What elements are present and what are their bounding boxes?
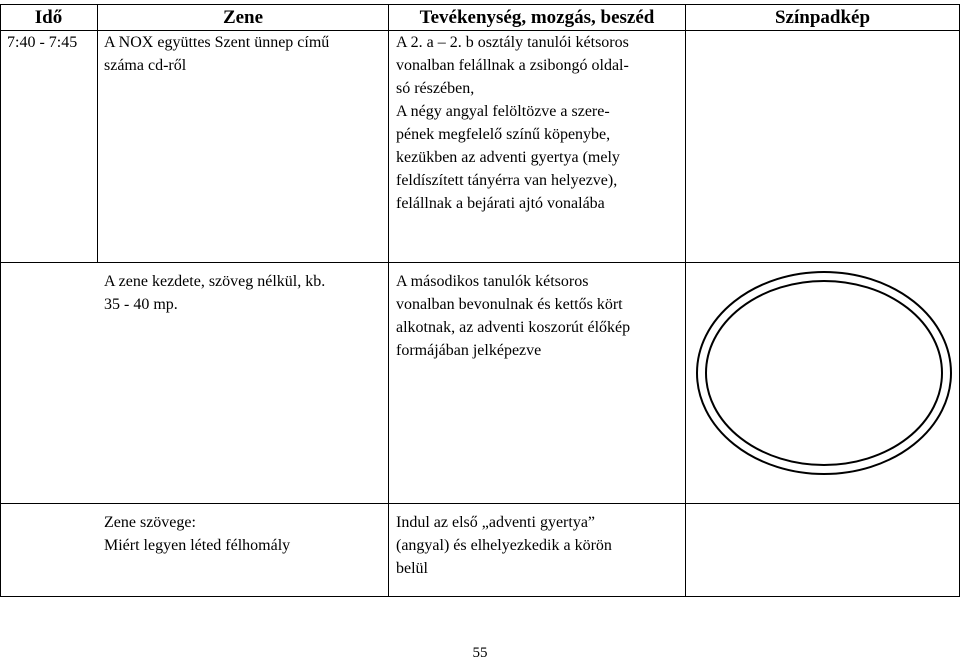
left-border	[0, 4, 1, 597]
col2-divider	[388, 4, 389, 597]
row2-activity: A másodikos tanulók kétsoros vonalban bevonulnak és kettős kört alkotnak, az adventi koszorút élőkép formájában jelképezve	[396, 273, 631, 359]
header-activity: Tevékenység, mozgás, beszéd	[419, 7, 655, 28]
outer-ring	[697, 272, 951, 474]
row1-music: A NOX együttes Szent ünnep című száma cd-ről	[104, 34, 330, 74]
row-divider-2	[0, 503, 960, 504]
inner-ring	[706, 281, 942, 465]
table-bottom-border	[0, 596, 960, 597]
row2-music: A zene kezdete, szöveg nélkül, kb. 35 - 40 mp.	[104, 273, 326, 313]
page-number: 55	[472, 645, 488, 661]
row1-activity: A 2. a – 2. b osztály tanulói kétsoros vonalban felállnak a zsibongó oldal- só részében, A négy angyal felöltözve a szere- pének megfelelő színű köpenybe, kezükben az adventi gyertya (mely feldíszített tányérra van helyezve), felállnak a bejárati ajtó vonalába	[396, 34, 629, 212]
row3-music: Zene szövege: Miért legyen léted félhomály	[104, 514, 291, 554]
col1-divider-row1	[97, 30, 98, 263]
header-stage: Színpadkép	[774, 7, 871, 28]
header-music: Zene	[222, 7, 264, 28]
row3-activity: Indul az első „adventi gyertya” (angyal) és elhelyezkedik a körön belül	[396, 514, 612, 577]
row1-time: 7:40 - 7:45	[7, 34, 78, 51]
header-time: Idő	[34, 7, 63, 28]
double-ring-diagram	[686, 263, 959, 503]
